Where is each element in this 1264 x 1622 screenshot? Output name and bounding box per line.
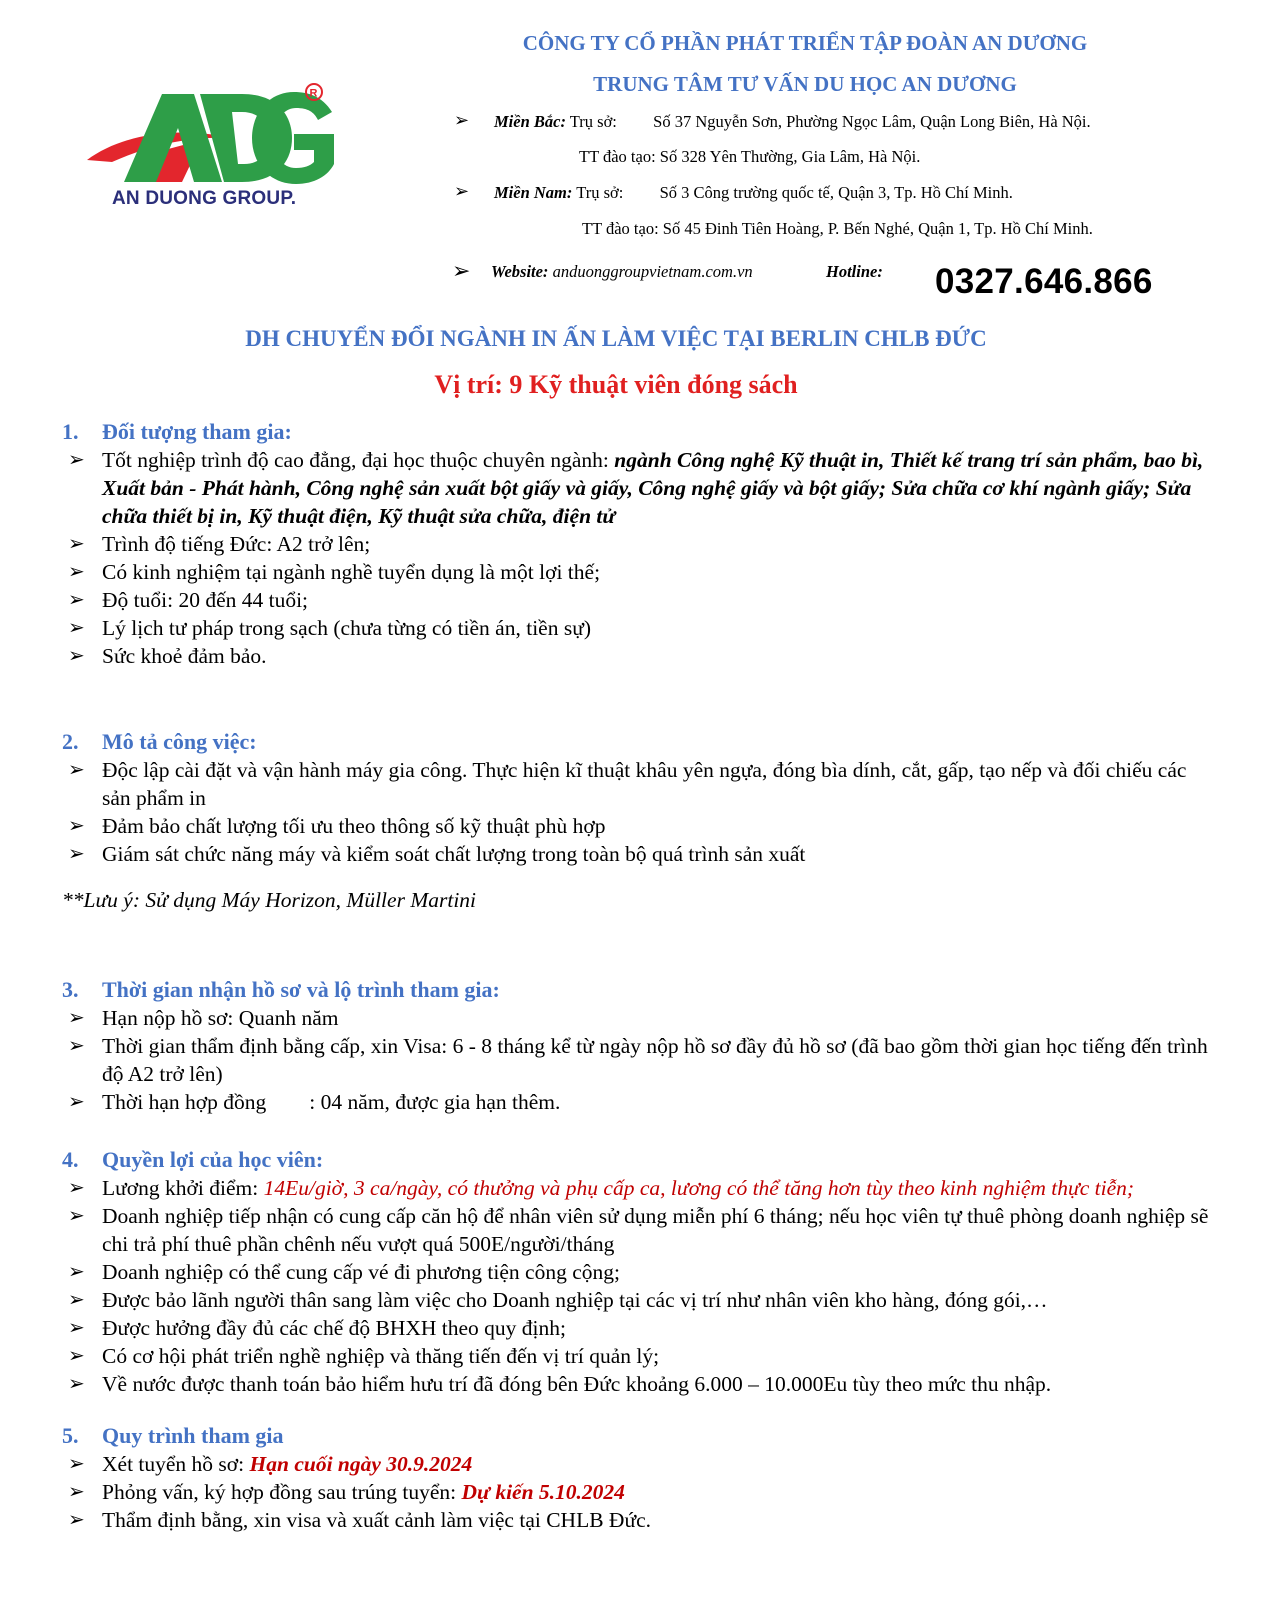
page-title: DH CHUYỂN ĐỔI NGÀNH IN ẤN LÀM VIỆC TẠI BERLIN CHLB ĐỨC <box>245 326 987 351</box>
arrowhead-bullet-icon: ➢ <box>68 617 85 639</box>
arrowhead-bullet-icon: ➢ <box>68 1007 85 1029</box>
main-content <box>62 418 1212 1534</box>
arrowhead-bullet-icon: ➢ <box>68 1289 85 1311</box>
arrowhead-bullet-icon: ➢ <box>68 1091 85 1113</box>
section-heading-process: 5. Quy trình tham gia <box>62 1423 284 1448</box>
list-item: ➢ Có kinh nghiệm tại ngành nghề tuyển dụng là một lợi thế; <box>68 560 601 584</box>
arrowhead-bullet-icon: ➢ <box>454 110 470 130</box>
job-description-list <box>62 756 1212 868</box>
website-link[interactable]: anduonggroupvietnam.com.vn <box>552 262 753 281</box>
list-item: ➢ Phỏng vấn, ký hợp đồng sau trúng tuyển: Dự kiến 5.10.2024 <box>68 1480 625 1504</box>
list-item: ➢ Sức khoẻ đảm bảo. <box>68 644 267 668</box>
list-item: ➢ Lương khởi điểm: 14Eu/giờ, 3 ca/ngày, có thưởng và phụ cấp ca, lương có thể tăng hơn tùy theo kinh nghiệm thực tiễn; <box>68 1176 1135 1200</box>
arrowhead-bullet-icon: ➢ <box>68 1205 85 1227</box>
list-item: ➢ Lý lịch tư pháp trong sạch (chưa từng có tiền án, tiền sự) <box>68 616 592 640</box>
education-fields: ngành Công nghệ Kỹ thuật in, Thiết kế trang trí sản phẩm, bao bì, Xuất bản - Phát hành, Công nghệ sản xuất bột giấy và giấy, Công nghệ giấy và bột giấy; Sửa chữa cơ khí ngành giấy; Sửa chữa thiết bị in, Kỹ thuật điện, Kỹ thuật sửa chữa, điện tử <box>102 448 1204 528</box>
arrowhead-bullet-icon: ➢ <box>68 645 85 667</box>
list-item: ➢ Được bảo lãnh người thân sang làm việc cho Doanh nghiệp tại các vị trí như nhân viên kho hàng, đóng gói,… <box>68 1288 1048 1312</box>
list-item: ➢ Độc lập cài đặt và vận hành máy gia công. Thực hiện kĩ thuật khâu yên ngựa, đóng bìa dính, cắt, gấp, tạo nếp và đối chiếu các sản phẩm in <box>68 758 1187 810</box>
list-item: ➢ Độ tuổi: 20 đến 44 tuổi; <box>68 588 309 612</box>
list-item: ➢ Doanh nghiệp có thể cung cấp vé đi phương tiện công cộng; <box>68 1260 620 1284</box>
process-list <box>62 1450 1212 1534</box>
arrowhead-bullet-icon: ➢ <box>68 1373 85 1395</box>
north-hq-address: Số 37 Nguyễn Sơn, Phường Ngọc Lâm, Quận Long Biên, Hà Nội. <box>653 112 1091 131</box>
arrowhead-bullet-icon: ➢ <box>68 533 85 555</box>
south-training-address: TT đào tạo: Số 45 Đinh Tiên Hoàng, P. Bến Nghé, Quận 1, Tp. Hồ Chí Minh. <box>582 219 1093 238</box>
list-item: ➢ Được hưởng đầy đủ các chế độ BHXH theo quy định; <box>68 1316 567 1340</box>
svg-text:R: R <box>309 87 318 100</box>
arrowhead-bullet-icon: ➢ <box>68 759 85 781</box>
arrowhead-bullet-icon: ➢ <box>68 589 85 611</box>
hotline-label: Hotline: <box>826 262 883 281</box>
arrowhead-bullet-icon: ➢ <box>68 1261 85 1283</box>
list-item: ➢ Có cơ hội phát triển nghề nghiệp và thăng tiến đến vị trí quản lý; <box>68 1344 660 1368</box>
website-line: Website: anduonggroupvietnam.com.vn <box>491 262 753 281</box>
arrowhead-bullet-icon: ➢ <box>68 815 85 837</box>
north-training-address: TT đào tạo: Số 328 Yên Thường, Gia Lâm, Hà Nội. <box>579 147 921 166</box>
section-heading-job-description: 2. Mô tả công việc: <box>62 729 257 754</box>
south-hq-address: Số 3 Công trường quốc tế, Quận 3, Tp. Hồ Chí Minh. <box>659 183 1013 202</box>
machine-note: **Lưu ý: Sử dụng Máy Horizon, Müller Martini <box>62 888 477 912</box>
review-deadline: Hạn cuối ngày 30.9.2024 <box>249 1452 473 1476</box>
arrowhead-bullet-icon: ➢ <box>452 258 471 283</box>
position-title: Vị trí: 9 Kỹ thuật viên đóng sách <box>434 370 798 399</box>
arrowhead-bullet-icon: ➢ <box>454 181 470 201</box>
list-item: ➢ Trình độ tiếng Đức: A2 trở lên; <box>68 532 371 556</box>
list-item: ➢ Đảm bảo chất lượng tối ưu theo thông số kỹ thuật phù hợp <box>68 814 606 838</box>
timeline-list <box>62 1004 1212 1116</box>
company-name: CÔNG TY CỔ PHẦN PHÁT TRIỂN TẬP ĐOÀN AN DƯƠNG <box>522 31 1088 55</box>
benefits-list <box>62 1174 1212 1398</box>
salary-value: 14Eu/giờ, 3 ca/ngày, có thưởng và phụ cấp ca, lương có thể tăng hơn tùy theo kinh nghiệm thực tiễn; <box>263 1176 1135 1200</box>
arrowhead-bullet-icon: ➢ <box>68 1509 85 1531</box>
north-hq-line: Miền Bắc: Trụ sở: Số 37 Nguyễn Sơn, Phường Ngọc Lâm, Quận Long Biên, Hà Nội. <box>494 112 1091 131</box>
interview-date: Dự kiến 5.10.2024 <box>461 1480 625 1504</box>
arrowhead-bullet-icon: ➢ <box>68 1345 85 1367</box>
arrowhead-bullet-icon: ➢ <box>68 1453 85 1475</box>
arrowhead-bullet-icon: ➢ <box>68 561 85 583</box>
list-item: ➢ Doanh nghiệp tiếp nhận có cung cấp căn hộ để nhân viên sử dụng miễn phí 6 tháng; nếu học viên tự thuê phòng doanh nghiệp sẽ chi trả phí thuê phần chênh nếu vượt quá 500E/người/tháng <box>68 1204 1209 1256</box>
section-heading-benefits: 4. Quyền lợi của học viên: <box>62 1147 324 1172</box>
list-item: ➢ Thời gian thẩm định bằng cấp, xin Visa: 6 - 8 tháng kể từ ngày nộp hồ sơ đầy đủ hồ sơ (đã bao gồm thời gian học tiếng đến trình độ A2 trở lên) <box>68 1034 1208 1086</box>
list-item: ➢ Tốt nghiệp trình độ cao đẳng, đại học thuộc chuyên ngành: ngành Công nghệ Kỹ thuật in, Thiết kế trang trí sản phẩm, bao bì, Xuất bản - Phát hành, Công nghệ sản xuất bột giấy và giấy, Công nghệ giấy và bột giấy; Sửa chữa cơ khí ngành giấy; Sửa chữa thiết bị in, Kỹ thuật điện, Kỹ thuật sửa chữa, điện tử <box>68 448 1204 528</box>
south-hq-line: Miền Nam: Trụ sở: Số 3 Công trường quốc tế, Quận 3, Tp. Hồ Chí Minh. <box>494 183 1013 202</box>
list-item: ➢ Thời hạn hợp đồng : 04 năm, được gia hạn thêm. <box>68 1090 561 1114</box>
eligibility-list <box>62 446 1212 670</box>
arrowhead-bullet-icon: ➢ <box>68 1481 85 1503</box>
list-item: ➢ Thẩm định bằng, xin visa và xuất cảnh làm việc tại CHLB Đức. <box>68 1508 652 1532</box>
arrowhead-bullet-icon: ➢ <box>68 1035 85 1057</box>
list-item: ➢ Xét tuyển hồ sơ: Hạn cuối ngày 30.9.2024 <box>68 1452 473 1476</box>
center-name: TRUNG TÂM TƯ VẤN DU HỌC AN DƯƠNG <box>593 72 1017 96</box>
list-item: ➢ Về nước được thanh toán bảo hiểm hưu trí đã đóng bên Đức khoảng 6.000 – 10.000Eu tùy theo mức thu nhập. <box>68 1372 1052 1396</box>
logo-text: AN DUONG GROUP. <box>112 188 297 209</box>
list-item: ➢ Giám sát chức năng máy và kiểm soát chất lượng trong toàn bộ quá trình sản xuất <box>68 842 806 866</box>
section-heading-timeline: 3. Thời gian nhận hồ sơ và lộ trình tham gia: <box>62 977 500 1002</box>
arrowhead-bullet-icon: ➢ <box>68 449 85 471</box>
section-heading-eligibility: 1. Đối tượng tham gia: <box>62 419 292 444</box>
list-item: ➢ Hạn nộp hồ sơ: Quanh năm <box>68 1006 339 1030</box>
arrowhead-bullet-icon: ➢ <box>68 843 85 865</box>
arrowhead-bullet-icon: ➢ <box>68 1177 85 1199</box>
hotline-number[interactable]: 0327.646.866 <box>935 262 1153 301</box>
arrowhead-bullet-icon: ➢ <box>68 1317 85 1339</box>
